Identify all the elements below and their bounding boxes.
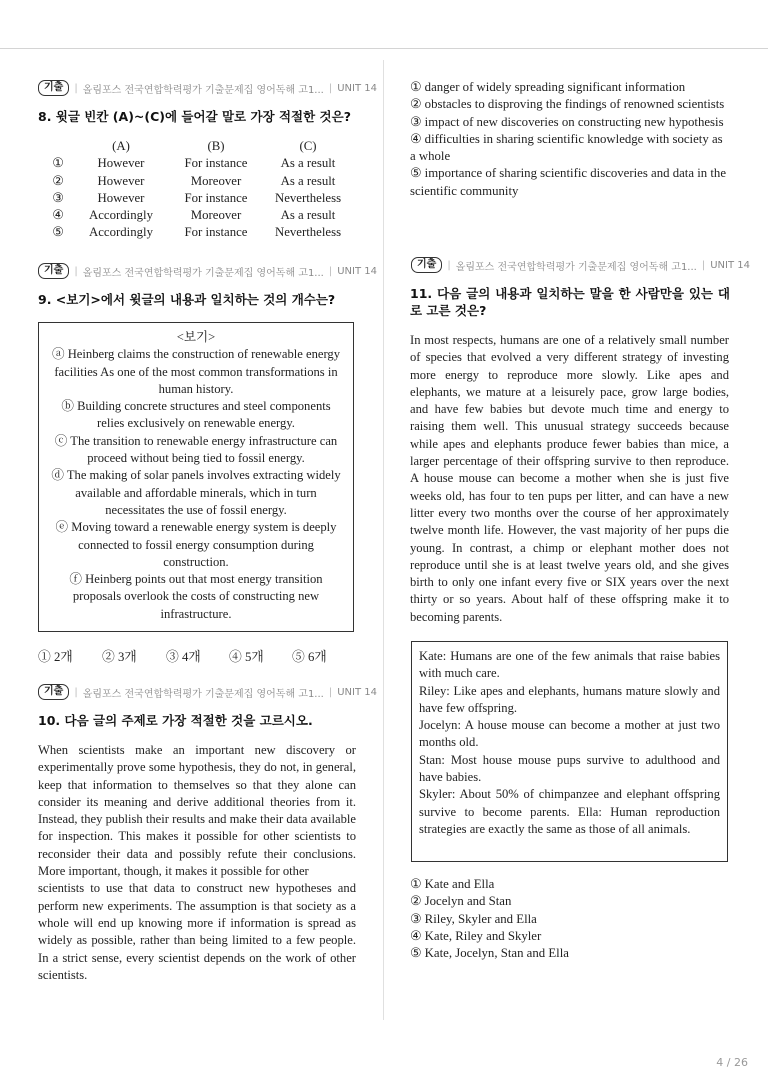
source-text: 올림포스 전국연합학력평가 기출문제집 영어독해 고1... (82, 84, 324, 96)
question-source-tag: 기출 | 올림포스 전국연합학력평가 기출문제집 영어독해 고1... | UNIT 14 (38, 683, 354, 701)
q11-statement: Skyler: About 50% of chimpanzee and elephant offspring survive to become parents. Ella: Human reproduction strategies are exactly the same as those of all animals. (419, 787, 720, 836)
question-source-tag: 기출 | 올림포스 전국연합학력평가 기출문제집 영어독해 고1... | UNIT 14 (38, 262, 354, 280)
q11-option[interactable]: ① Kate and Ella (410, 877, 495, 891)
option-a: Accordingly (89, 225, 153, 240)
q9-option[interactable]: ④ 5개 (229, 650, 264, 664)
option-a: However (97, 190, 145, 205)
q10-passage-part-1: When scientists make an important new discovery or experimentally prove some hypothesis, they do not, in general, keep that information to themselves so that they alone can consider its meaning and derive additional theories from it. Instead, they publish their results and make their data available for inspection. This makes it possible for other scientists to reconsider their data and possibly refute their conclusions. More important, though, it makes it possible for other (38, 743, 356, 879)
q11-statements-box (411, 641, 728, 862)
option-c: As a result (280, 208, 336, 223)
top-divider (0, 48, 768, 49)
option-a: However (97, 156, 145, 171)
q9-item: ⓒ The transition to renewable energy infrastructure can proceed without being tied to fossil energy. (54, 433, 338, 466)
source-text: 올림포스 전국연합학력평가 기출문제집 영어독해 고1... (455, 261, 697, 273)
q10-option[interactable]: ③ impact of new discoveries on constructing new hypothesis (410, 114, 724, 129)
option-number: ④ (52, 208, 64, 223)
option-b: Moreover (190, 208, 242, 223)
q9-item: ⓐ Heinberg claims the construction of renewable energy facilities As one of the most common transformations in human history. (51, 347, 341, 396)
option-c: As a result (280, 156, 336, 171)
q10-option[interactable]: ⑤ importance of sharing scientific discoveries and data in the scientific community (410, 166, 727, 198)
q9-item: ⓕ Heinberg points out that most energy transition proposals overlook the costs of constructing new infrastructure. (69, 572, 323, 621)
q8-option-row[interactable] (44, 190, 354, 207)
option-c: Nevertheless (274, 190, 342, 205)
q9-example-box (38, 322, 354, 632)
option-b: For instance (184, 225, 248, 240)
option-number: ⑤ (52, 225, 64, 240)
q8-option-row[interactable] (44, 207, 354, 224)
q11-statement: Jocelyn: A house mouse can become a mother at just two months old. (419, 718, 720, 750)
unit-label: UNIT 14 (710, 259, 750, 271)
q11-option[interactable]: ③ Riley, Skyler and Ella (410, 911, 537, 926)
past-exam-badge: 기출 (411, 257, 442, 273)
option-b: For instance (184, 156, 248, 171)
question-source-tag: 기출 | 올림포스 전국연합학력평가 기출문제집 영어독해 고1... | UNIT 14 (411, 256, 729, 274)
option-number: ② (52, 173, 64, 188)
q9-item: ⓑ Building concrete structures and steel components relies exclusively on renewable energy. (61, 399, 331, 431)
q8-option-row[interactable] (44, 155, 354, 172)
past-exam-badge: 기출 (38, 80, 69, 96)
q9-option[interactable]: ① 2개 (38, 650, 73, 664)
question-source-tag: 기출 | 올림포스 전국연합학력평가 기출문제집 영어독해 고1... | UNIT 14 (38, 79, 354, 97)
q8-answer-table (44, 138, 354, 242)
q8-option-row[interactable] (44, 173, 354, 190)
option-b: For instance (184, 190, 248, 205)
option-b: Moreover (190, 173, 242, 188)
unit-label: UNIT 14 (337, 82, 377, 94)
q8-option-row[interactable] (44, 224, 354, 241)
page-number: 4 / 26 (716, 1056, 748, 1069)
q9-box-title: <보기> (176, 330, 216, 344)
unit-label: UNIT 14 (337, 265, 377, 277)
option-c: As a result (280, 173, 336, 188)
option-number: ③ (52, 190, 64, 205)
q10-option[interactable]: ④ difficulties in sharing scientific knowledge with society as a whole (410, 131, 723, 164)
q9-options (38, 646, 327, 665)
q8-header-c: (C) (299, 139, 317, 153)
option-a: However (97, 173, 145, 188)
option-a: Accordingly (89, 208, 153, 223)
source-text: 올림포스 전국연합학력평가 기출문제집 영어독해 고1... (82, 267, 324, 279)
q10-option[interactable]: ① danger of widely spreading significant information (410, 80, 686, 94)
q9-option[interactable]: ② 3개 (102, 650, 137, 664)
option-c: Nevertheless (274, 225, 342, 240)
q11-statement: Kate: Humans are one of the few animals that raise babies with much care. (419, 649, 720, 681)
q11-passage: In most respects, humans are one of a relatively small number of species that evolved a very different strategy of investing more energy to reproduce more slowly. Like apes and elephants, we mature at a leisurely pace, grow large bodies, and have few babies but devote much time and energy to raising them well. This unusual strategy succeeds because while apes and elephants produce fewer babies than mice, a larger percentage of their offspring survive to then reproduce. A house mouse can become a mother when she is just five weeks old, has four to ten pups per litter, and can have a new litter every two months over the course of her approximately twelve month life. However, the vast majority of her pups die young. In contrast, a chimp or elephant mother does not reproduce until she is at least twelve years old, and she gives birth to only one infant every five or SIX years over the next thirty or so years. About half of these offspring make it to becoming parents. (410, 333, 729, 624)
q9-option[interactable]: ③ 4개 (166, 650, 201, 664)
q10-title: 10. 다음 글의 주제로 가장 적절한 것을 고르시오. (38, 713, 313, 728)
q9-item: ⓔ Moving toward a renewable energy system is deeply connected to fossil energy consumption during construction. (55, 520, 337, 569)
q10-passage (38, 742, 356, 984)
unit-label: UNIT 14 (337, 686, 377, 698)
q8-header-b: (B) (207, 139, 225, 153)
past-exam-badge: 기출 (38, 263, 69, 279)
past-exam-badge: 기출 (38, 684, 69, 700)
q10-options (410, 79, 730, 200)
q11-statement: Riley: Like apes and elephants, humans mature slowly and have few offspring. (419, 683, 720, 715)
column-divider (383, 60, 384, 1020)
q11-statement: Stan: Most house mouse pups survive to adulthood and have babies. (419, 752, 720, 785)
option-number: ① (52, 156, 64, 171)
q9-item: ⓓ The making of solar panels involves extracting widely available and affordable minerals, which in turn necessitates the use of fossil energy. (51, 468, 341, 517)
q8-header-row (44, 138, 354, 155)
source-text: 올림포스 전국연합학력평가 기출문제집 영어독해 고1... (82, 688, 324, 700)
q11-option[interactable]: ② Jocelyn and Stan (410, 894, 512, 909)
q11-option[interactable]: ⑤ Kate, Jocelyn, Stan and Ella (410, 946, 569, 961)
q10-option[interactable]: ② obstacles to disproving the findings of renowned scientists (410, 97, 725, 112)
q9-option[interactable]: ⑤ 6개 (292, 650, 327, 664)
q11-title: 11. 다음 글의 내용과 일치하는 말을 한 사람만을 있는 대로 고른 것은? (410, 286, 730, 318)
q11-option[interactable]: ④ Kate, Riley and Skyler (410, 928, 542, 943)
q8-title: 8. 윗글 빈칸 (A)~(C)에 들어갈 말로 가장 적절한 것은? (38, 109, 351, 124)
q11-options (410, 876, 730, 962)
q10-passage-part-2: scientists to use that data to construct new hypotheses and perform new experiments. The assumption is that society as a whole will end up knowing more if information is spread as widely as possible, rather than being limited to a few people. In a strict sense, every scientist depends on the work of other scientists. (38, 881, 356, 982)
q9-title: 9. <보기>에서 윗글의 내용과 일치하는 것의 개수는? (38, 292, 336, 307)
q8-header-a: (A) (112, 139, 130, 153)
